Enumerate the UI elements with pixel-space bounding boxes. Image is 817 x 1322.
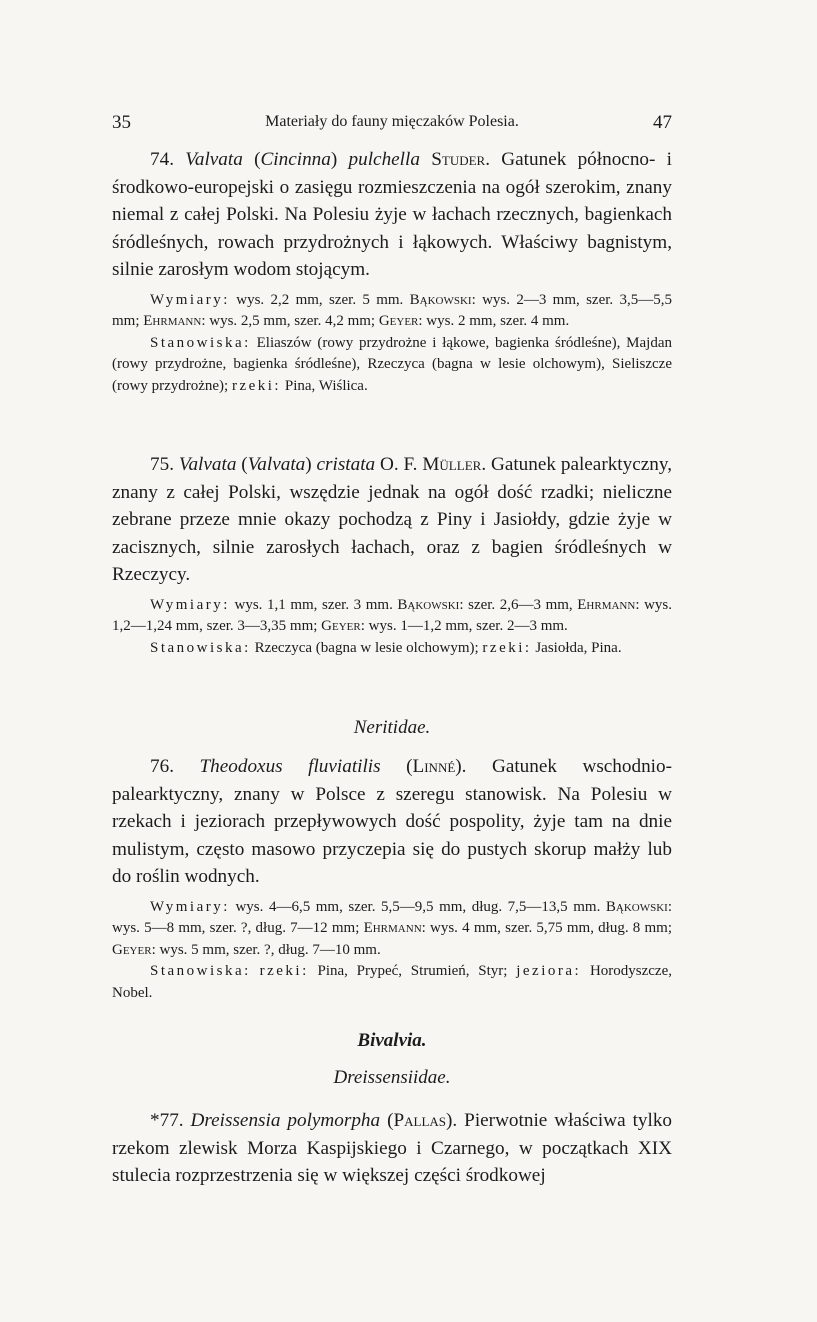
species-number: 75. — [150, 454, 179, 475]
localities-text: Eliaszów (rowy przydrożne i łąkowe, bagienka śródleśne), Majdan (rowy przydrożne, bagienka śródleśne), Rzeczyca (bagna w lesie olchowym), Sieliszcze (rowy przydrożne); — [112, 334, 672, 394]
subgenus-name: Valvata — [247, 454, 306, 475]
species-name: cristata — [316, 454, 376, 475]
species-name: fluviatilis — [282, 756, 381, 777]
reference-author: Ehrmann — [363, 920, 422, 937]
dimensions-text: wys. 4—6,5 mm, szer. 5,5—9,5 mm, dług. 7,5—13,5 mm. — [229, 898, 606, 915]
paren: ) — [446, 1110, 453, 1131]
rivers-text: Jasiołda, Pina. — [531, 639, 622, 656]
reference-author: Bąkowski — [409, 291, 472, 308]
page-number: 47 — [653, 112, 672, 133]
dimensions-text: wys. 2,2 mm, szer. 5 mm. — [229, 291, 410, 308]
lakes-text: Horodyszcze, Nobel. — [112, 963, 672, 1001]
rivers-text: Pina, Wiślica. — [281, 377, 368, 394]
species-name: pulchella — [348, 149, 420, 170]
dimensions-text: : wys. 1—1,2 mm, szer. 2—3 mm. — [360, 618, 568, 635]
genus-name: Valvata — [185, 149, 243, 170]
dimensions-text: : wys. 4 mm, szer. 5,75 mm, dług. 8 mm; — [421, 920, 673, 937]
author-name: Pallas — [393, 1110, 447, 1131]
running-title: Materiały do fauny mięczaków Polesia. — [265, 113, 519, 130]
description-text: . Gatunek palearktyczny, znany z całej Polski, wszędzie jednak na ogół dość rzadki; nieliczne zebrane przeze mnie okazy pochodzą z Piny i Jasiołdy, gdzie żyje w zacisznych, silnie zarosłych łachach, oraz z bagien śródleśnych w Rzeczycy. — [112, 454, 673, 586]
genus-name: Dreissensia — [190, 1110, 281, 1131]
description-text: . Gatunek północno- i środkowo-europejski o zasięgu rozmieszczenia na ogół szerokim, znany niemal z całej Polski. Na Polesiu żyje w łachach rzecznych, bagienkach śródleśnych, rowach przydrożnych i łąkowych. Właściwy bagnistym, silnie zarosłym wodom stojącym. — [112, 149, 672, 281]
species-75-localities — [112, 638, 672, 659]
localities-label: Stanowiska: — [150, 963, 251, 980]
author-initials: O. F. — [375, 454, 423, 475]
species-name: polymorpha — [280, 1110, 381, 1131]
species-number: 76. — [150, 756, 200, 777]
reference-author: Bąkowski — [605, 898, 668, 915]
original-page-number: 35 — [112, 112, 131, 133]
author-name: Linné — [412, 756, 456, 777]
species-77-entry — [112, 1107, 672, 1190]
dimensions-text: : wys. 2 mm, szer. 4 mm. — [418, 313, 570, 330]
dimensions-text: : szer. 2,6—3 mm, — [459, 596, 578, 613]
description-text: . Pierwotnie właściwa tylko rzekom zlewisk Morza Kaspijskiego i Czarnego, w początkach XIX stulecia rozprzestrzenia się w większej części środkowej — [112, 1110, 673, 1187]
dimensions-text: : wys. 2,5 mm, szer. 4,2 mm; — [201, 313, 379, 330]
author-name: Müller — [422, 454, 482, 475]
paren: ( — [236, 454, 248, 475]
reference-author: Geyer — [112, 941, 152, 958]
paren: ) — [455, 756, 462, 777]
species-74-description — [112, 146, 672, 284]
species-76-entry — [112, 753, 672, 1004]
dimensions-label: Wymiary: — [150, 291, 230, 308]
reference-author: Bąkowski — [397, 596, 460, 613]
dimensions-text: wys. 1,1 mm, szer. 3 mm. — [229, 596, 398, 613]
dimensions-text: : wys. 1,2—1,24 mm, szer. 3—3,35 mm; — [112, 596, 672, 635]
reference-author: Geyer — [321, 618, 361, 635]
paren: ) — [305, 454, 317, 475]
author-name: Studer — [431, 149, 486, 170]
species-76-description — [112, 753, 672, 891]
species-75-description — [112, 451, 672, 589]
paren: ( — [380, 756, 413, 777]
species-75-dimensions — [112, 595, 672, 638]
paren: ( — [380, 1110, 394, 1131]
dimensions-text: : wys. 5—8 mm, szer. ?, dług. 7—12 mm; — [112, 898, 672, 937]
species-number: 74. — [150, 149, 186, 170]
species-number: 77. — [159, 1110, 191, 1131]
class-name: Bivalvia. — [357, 1030, 427, 1051]
dimensions-label: Wymiary: — [150, 596, 230, 613]
class-heading-bivalvia — [112, 1030, 672, 1052]
rivers-label: rzeki: — [482, 639, 532, 656]
paren: ) — [330, 149, 349, 170]
species-77-description — [112, 1107, 672, 1190]
localities-text — [251, 963, 260, 979]
species-75-entry — [112, 451, 672, 659]
reference-author: Ehrmann — [143, 313, 202, 330]
localities-text: Rzeczyca (bagna w lesie olchowym); — [250, 639, 483, 656]
description-text: . Gatunek wschodnio-palearktyczny, znany w Polsce z szeregu stanowisk. Na Polesiu w rzekach i jeziorach przepływowych dość pospolity, żyje tam na dnie mulistym, często masowo przyczepia się do pustych skorup małży lub do roślin wodnych. — [112, 756, 672, 888]
reference-author: Geyer — [378, 313, 419, 330]
dimensions-text: : wys. 5 mm, szer. ?, dług. 7—10 mm. — [151, 941, 381, 958]
species-76-dimensions — [112, 897, 672, 961]
family-heading-dreissensiidae — [112, 1067, 672, 1089]
genus-name: Valvata — [178, 454, 237, 475]
species-76-localities — [112, 961, 672, 1004]
localities-label: Stanowiska: — [150, 639, 251, 656]
species-74-dimensions — [112, 290, 672, 333]
localities-label: Stanowiska: — [150, 334, 251, 351]
dimensions-text: : wys. 2—3 mm, szer. 3,5—5,5 mm; — [112, 291, 672, 330]
asterisk-mark: * — [150, 1110, 160, 1131]
species-74-localities — [112, 333, 672, 397]
family-name: Neritidae. — [353, 717, 431, 738]
rivers-label: rzeki: — [231, 377, 282, 394]
running-header — [112, 112, 672, 136]
species-74-entry — [112, 146, 672, 397]
family-heading-neritidae — [112, 717, 672, 739]
family-name: Dreissensiidae. — [333, 1067, 451, 1088]
dimensions-label: Wymiary: — [150, 898, 230, 915]
genus-name: Theodoxus — [199, 756, 283, 777]
rivers-text: Pina, Prypeć, Strumień, Styr; — [308, 963, 517, 980]
rivers-label: rzeki: — [259, 963, 309, 980]
reference-author: Ehrmann — [577, 596, 636, 613]
subgenus-name: Cincinna — [260, 149, 331, 170]
paren: ( — [242, 149, 261, 170]
lakes-label: jeziora: — [516, 963, 582, 980]
